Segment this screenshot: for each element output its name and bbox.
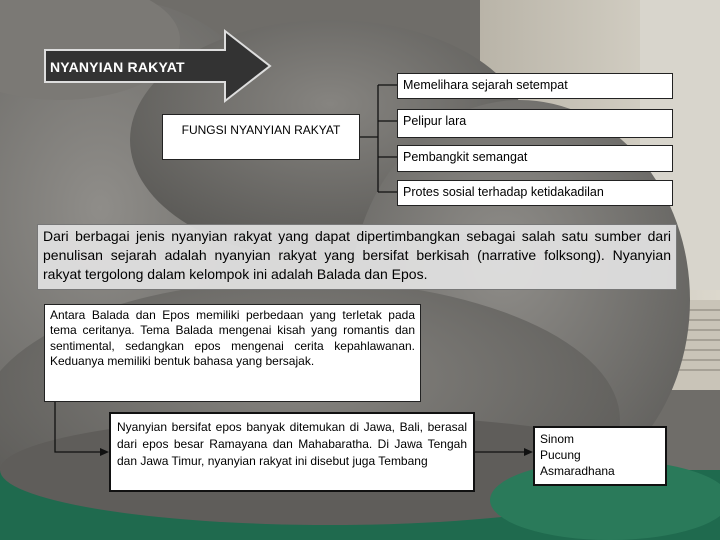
function-item-3: Pembangkit semangat xyxy=(397,145,673,172)
fungsi-box: FUNGSI NYANYIAN RAKYAT xyxy=(162,114,360,160)
paragraph-balada-epos: Antara Balada dan Epos memiliki perbedaan yang terletak pada tema ceritanya. Tema Balada mengenai kisah yang romantis dan sentimental, sedangkan epos mengenai cerita kepahlawanan. Keduanya memiliki bentuk bahasa yang bersajak. xyxy=(44,304,421,402)
title-label: NYANYIAN RAKYAT xyxy=(50,59,185,75)
tembang-item-sinom: Sinom xyxy=(540,432,575,446)
paragraph-epos-jawa-bali: Nyanyian bersifat epos banyak ditemukan di Jawa, Bali, berasal dari epos besar Ramayana dan Mahabaratha. Di Jawa Tengah dan Jawa Timur, nyanyian rakyat ini disebut juga Tembang xyxy=(109,412,475,492)
tembang-item-asmaradhana: Asmaradhana xyxy=(540,464,615,478)
function-item-2: Pelipur lara xyxy=(397,109,673,138)
function-item-1: Memelihara sejarah setempat xyxy=(397,73,673,99)
tembang-item-pucung: Pucung xyxy=(540,448,581,462)
function-item-4: Protes sosial terhadap ketidakadilan xyxy=(397,180,673,206)
paragraph-narrative-folksong: Dari berbagai jenis nyanyian rakyat yang dapat dipertimbangkan sebagai salah satu sumber dari penulisan sejarah adalah nyanyian rakyat yang bersifat berkisah (narrative folksong). Nyanyian rakyat tergolong dalam kelompok ini adalah Balada dan Epos. xyxy=(37,224,677,290)
tembang-list xyxy=(533,426,667,486)
